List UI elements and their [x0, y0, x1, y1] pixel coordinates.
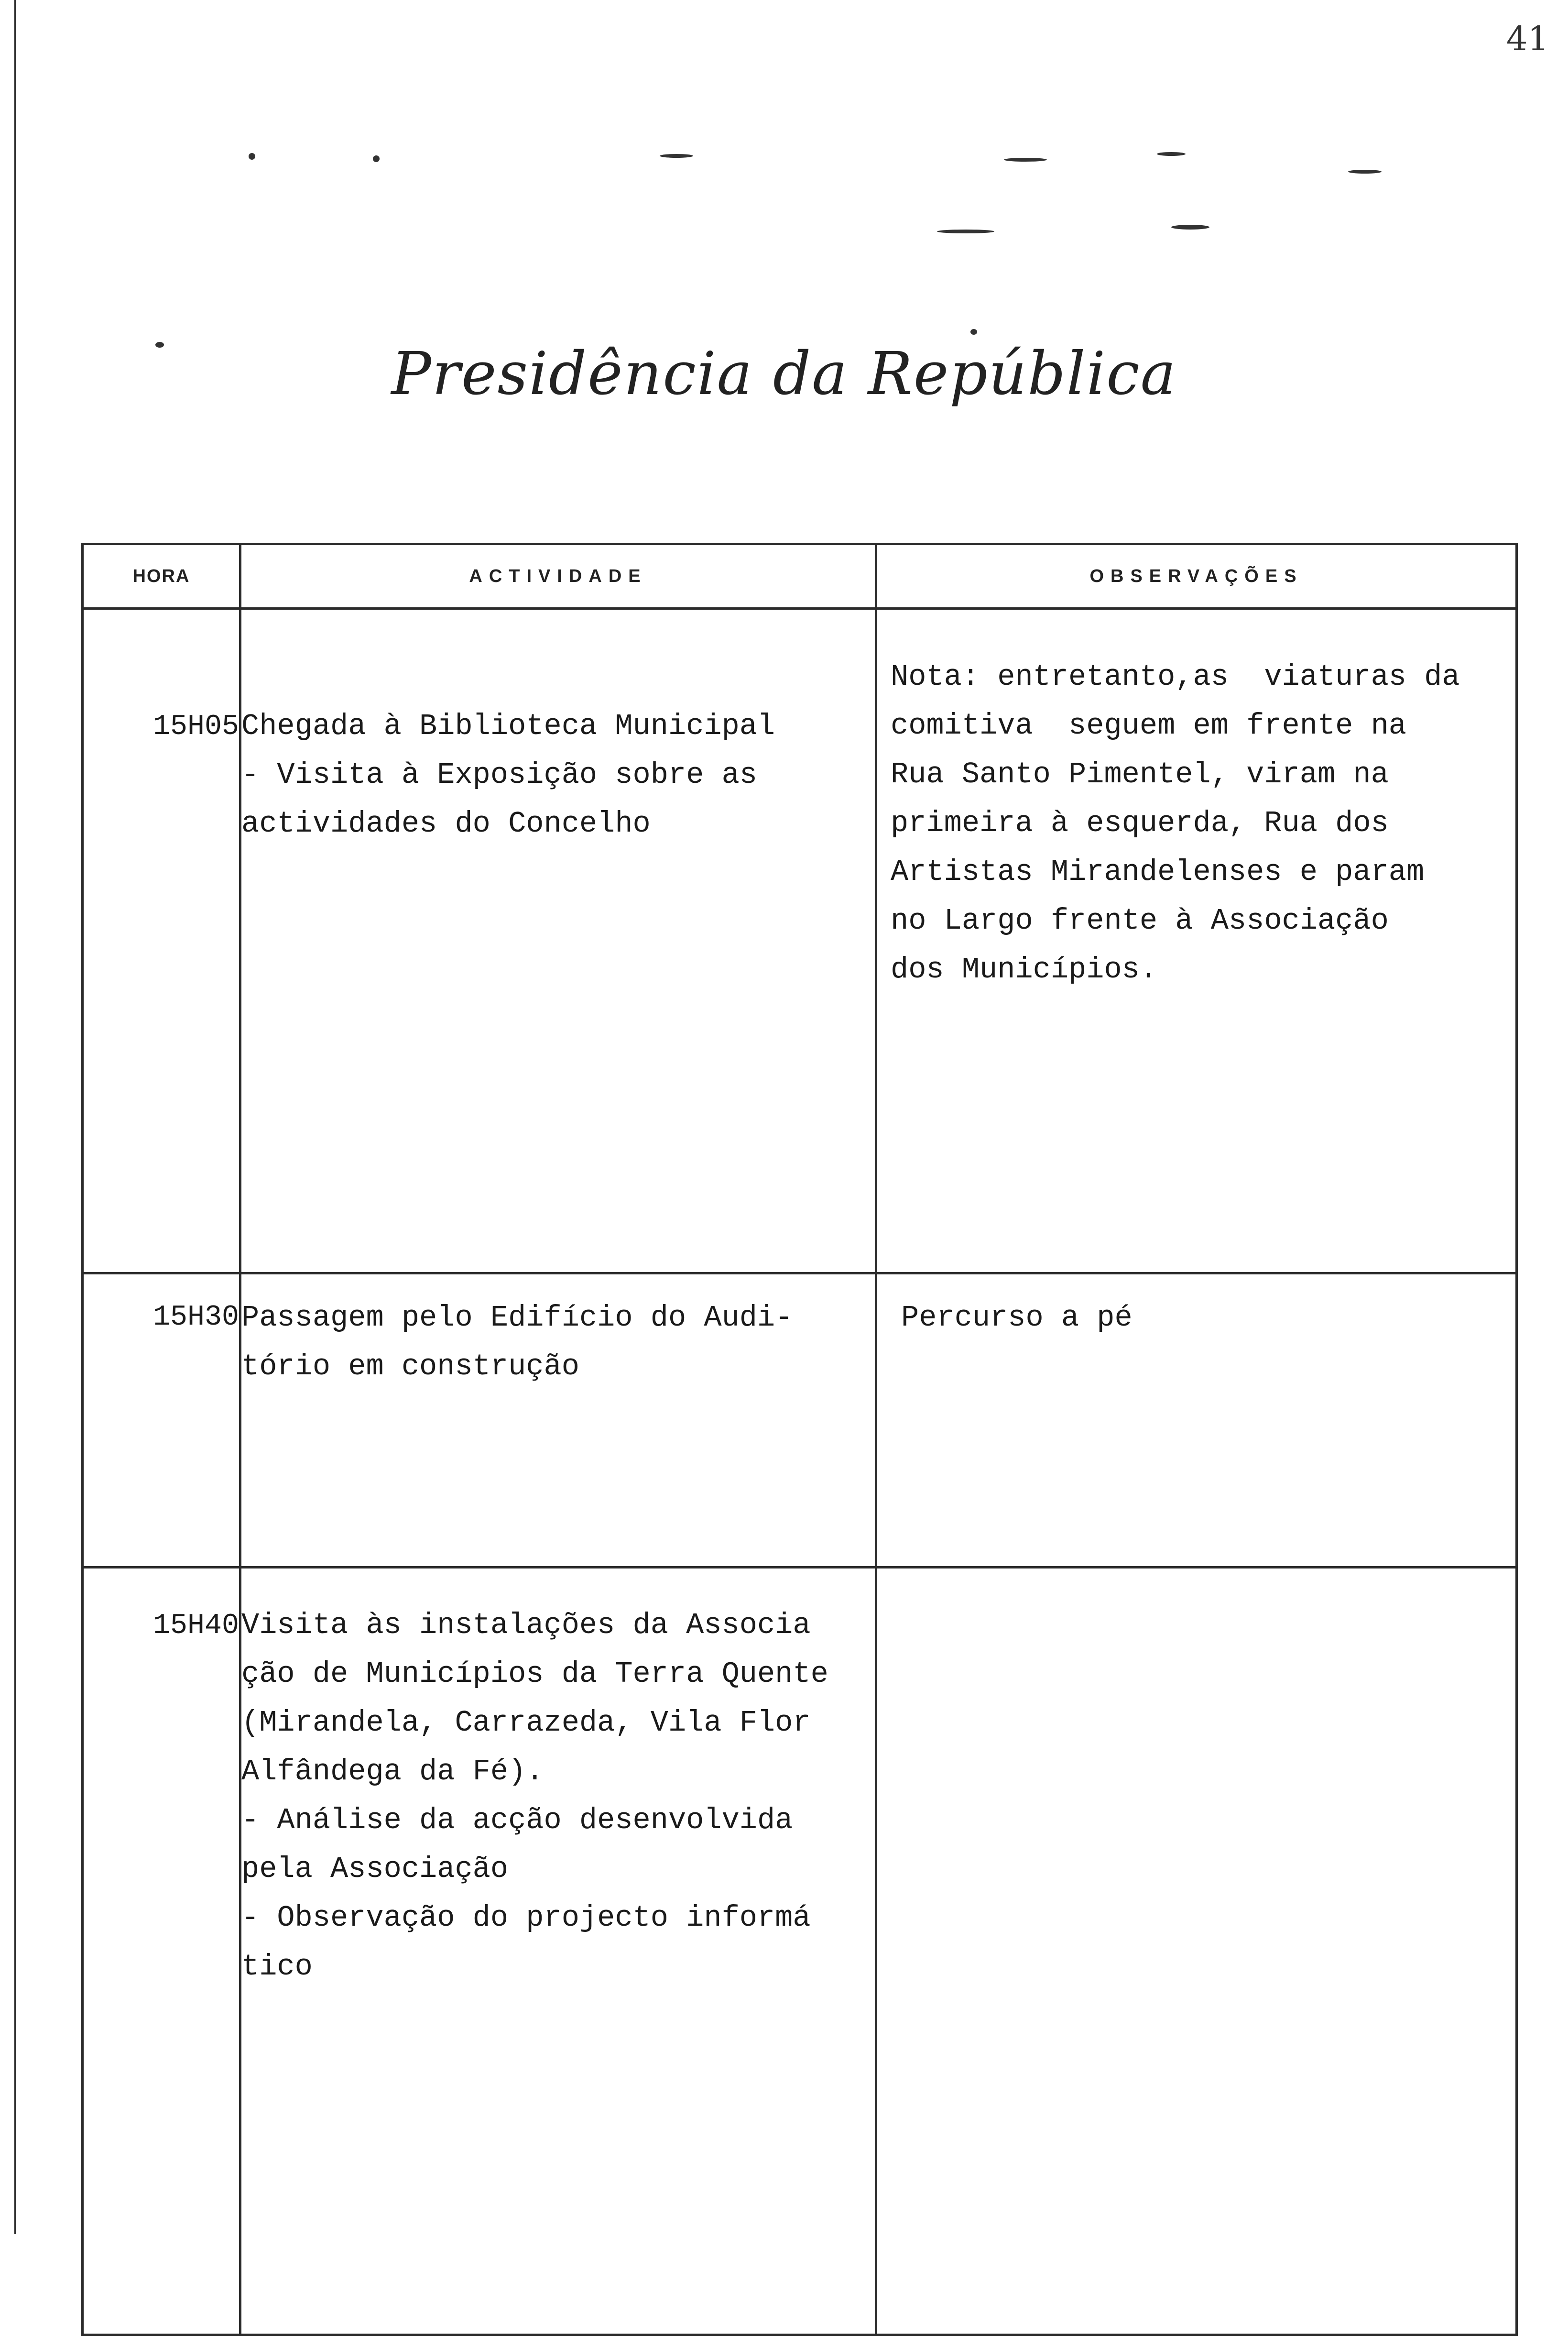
- observation-cell: [876, 1568, 1517, 2335]
- scan-speck: [660, 154, 693, 158]
- activity-line: Passagem pelo Edifício do Audi-: [241, 1301, 793, 1335]
- header-actividade: ACTIVIDADE: [240, 544, 876, 609]
- activity-line: pela Associação: [241, 1852, 509, 1886]
- activity-line: - Observação do projecto informá: [241, 1901, 811, 1935]
- observation-line: dos Municípios.: [891, 953, 1158, 987]
- observation-cell: [876, 609, 1517, 1273]
- letterhead-title: Presidência da República: [391, 340, 1177, 408]
- table-row: [83, 1273, 1517, 1568]
- scan-speck: [249, 153, 255, 160]
- activity-line: Alfândega da Fé).: [241, 1755, 544, 1788]
- page-number: 41: [1506, 19, 1549, 58]
- scan-speck: [937, 230, 994, 233]
- scan-speck: [1004, 158, 1047, 162]
- time-cell: 15H40: [83, 1568, 240, 2335]
- activity-cell: [240, 1273, 876, 1568]
- activity-line: - Visita à Exposição sobre as: [241, 758, 757, 792]
- scan-speck: [1157, 152, 1186, 156]
- scan-speck: [1171, 225, 1209, 230]
- table-row: [83, 1568, 1517, 2335]
- activity-line: tório em construção: [241, 1349, 579, 1383]
- header-hora: HORA: [83, 544, 240, 609]
- observation-line: Nota: entretanto,as viaturas da: [891, 660, 1460, 694]
- observation-line: Percurso a pé: [901, 1301, 1132, 1335]
- observation-line: comitiva seguem em frente na: [891, 709, 1406, 743]
- table-row: [83, 609, 1517, 1273]
- scan-speck: [970, 329, 977, 335]
- activity-cell: [240, 1568, 876, 2335]
- schedule-table: [81, 543, 1518, 2336]
- table-header-row: [83, 544, 1517, 609]
- activity-line: Visita às instalações da Associa: [241, 1608, 811, 1642]
- observation-line: Rua Santo Pimentel, viram na: [891, 757, 1389, 791]
- left-margin-line: [14, 0, 16, 2234]
- activity-line: (Mirandela, Carrazeda, Vila Flor: [241, 1706, 811, 1740]
- observation-line: no Largo frente à Associação: [891, 904, 1389, 938]
- scan-speck: [373, 155, 380, 162]
- activity-cell: [240, 609, 876, 1273]
- activity-line: Chegada à Biblioteca Municipal: [241, 709, 775, 743]
- activity-line: ção de Municípios da Terra Quente: [241, 1657, 828, 1691]
- activity-line: - Análise da acção desenvolvida: [241, 1803, 793, 1837]
- activity-line: actividades do Concelho: [241, 807, 651, 841]
- scan-speck: [1348, 170, 1382, 174]
- observation-line: Artistas Mirandelenses e param: [891, 855, 1425, 889]
- time-cell: 15H30: [83, 1273, 240, 1568]
- time-cell: 15H05: [83, 609, 240, 1273]
- observation-cell: [876, 1273, 1517, 1568]
- observation-line: primeira à esquerda, Rua dos: [891, 806, 1389, 840]
- header-observacoes: OBSERVAÇÕES: [876, 544, 1517, 609]
- activity-line: tico: [241, 1950, 313, 1984]
